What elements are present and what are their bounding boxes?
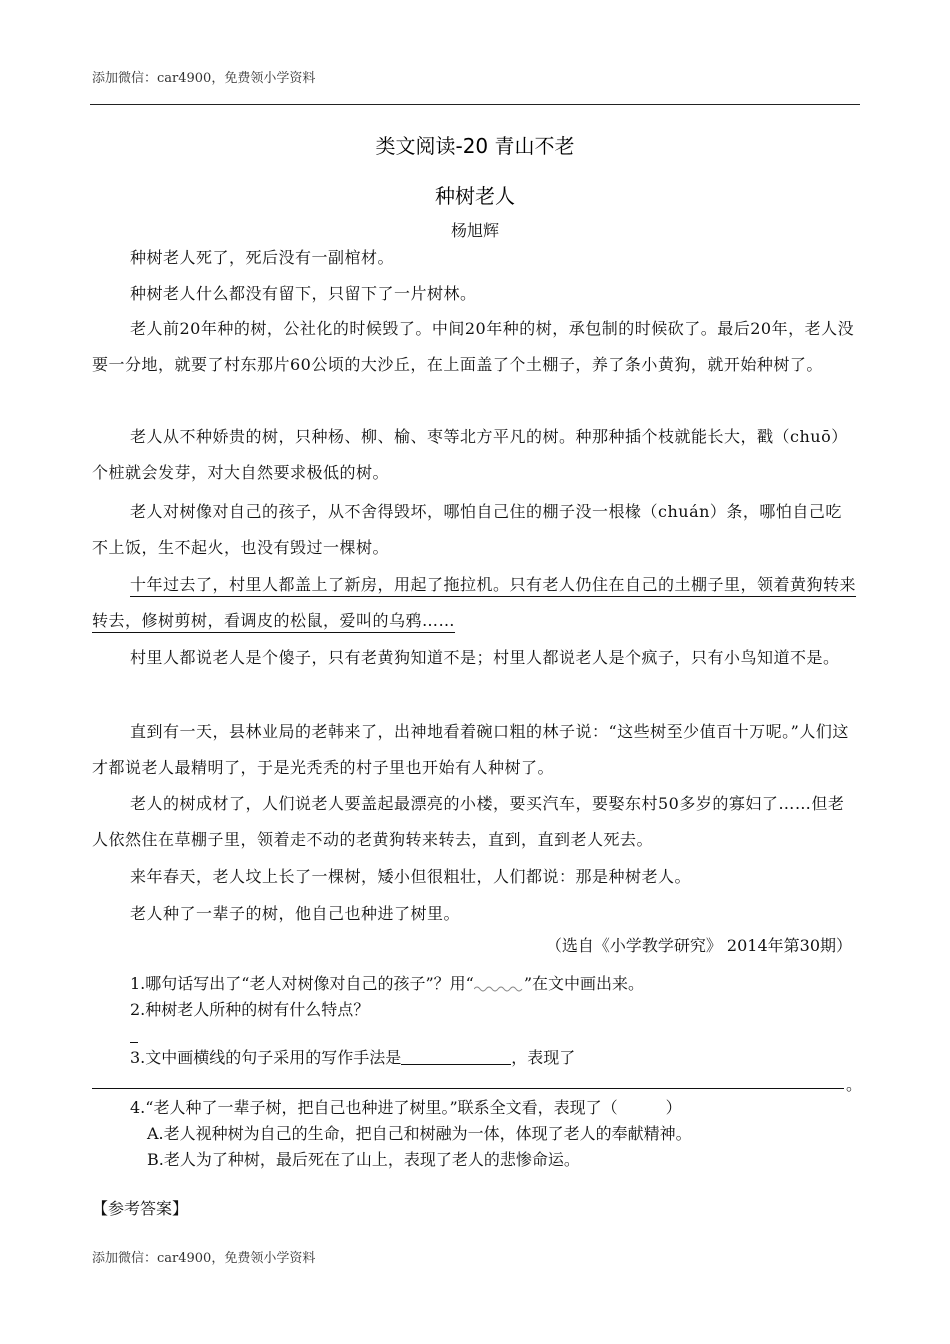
answer-heading: 【参考答案】 xyxy=(92,1199,189,1218)
paragraph-9: 老人的树成材了，人们说老人要盖起最漂亮的小楼，要买汽车，要娶东村50多岁的寡妇了……但老人依然住在草棚子里，领着走不动的老黄狗转来转去，直到，直到老人死去。 xyxy=(92,794,845,849)
question-1-text-end: ”在文中画出来。 xyxy=(523,974,644,993)
question-1-text: 1.哪句话写出了“老人对树像对自己的孩子”？用“ xyxy=(130,974,474,993)
paragraph-1: 种树老人死了，死后没有一副棺材。 xyxy=(130,248,395,267)
paragraph-5: 老人对树像对自己的孩子，从不舍得毁坏，哪怕自己住的棚子没一根椽（chuán）条，哪怕自己吃不上饭，生不起火，也没有毁过一棵树。 xyxy=(92,502,842,557)
answer-line-long[interactable] xyxy=(92,1088,844,1089)
underlined-sentence: 十年过去了，村里人都盖上了新房，用起了拖拉机。只有老人仍住在自己的土棚子里，领着黄狗转来转去，修树剪树，看调皮的松鼠，爱叫的乌鸦…… xyxy=(92,575,857,630)
answer-line-short[interactable] xyxy=(130,1042,138,1043)
paragraph-10: 来年春天，老人坟上长了一棵树，矮小但很粗壮，人们都说：那是种树老人。 xyxy=(130,867,692,886)
paragraph-3: 老人前20年种的树，公社化的时候毁了。中间20年种的树，承包制的时候砍了。最后20年，老人没要一分地，就要了村东那片60公顷的大沙丘，在上面盖了个土棚子，养了条小黄狗，就开始种树了。 xyxy=(92,319,855,374)
article-title: 种树老人 xyxy=(435,184,515,208)
paragraph-2: 种树老人什么都没有留下，只留下了一片树林。 xyxy=(130,284,477,303)
question-1 xyxy=(130,972,644,996)
paragraph-8: 直到有一天，县林业局的老韩来了，出神地看着碗口粗的林子说：“这些树至少值百十万呢。”人们这才都说老人最精明了，于是光秃秃的村子里也开始有人种树了。 xyxy=(92,722,849,777)
header-divider xyxy=(90,104,860,105)
question-2: 2.种树老人所种的树有什么特点？ xyxy=(130,1000,370,1019)
question-3 xyxy=(130,1046,575,1070)
paragraph-4: 老人从不种娇贵的树，只种杨、柳、榆、枣等北方平凡的树。种那种插个枝就能长大，戳（chuō）个桩就会发芽，对大自然要求极低的树。 xyxy=(92,427,848,482)
question-3-period: 。 xyxy=(846,1075,863,1094)
header-text: 添加微信：car4900，免费领小学资料 xyxy=(92,71,316,86)
section-title: 类文阅读-20 青山不老 xyxy=(375,134,575,158)
option-a[interactable]: A.老人视种树为自己的生命，把自己和树融为一体，体现了老人的奉献精神。 xyxy=(147,1124,692,1143)
paragraph-6-underlined xyxy=(92,567,858,639)
paragraph-7: 村里人都说老人是个傻子，只有老黄狗知道不是；村里人都说老人是个疯子，只有小鸟知道不是。 xyxy=(130,648,840,667)
question-3-text: 3.文中画横线的句子采用的写作手法是 xyxy=(130,1048,402,1067)
answer-blank[interactable] xyxy=(401,1046,511,1065)
article-author: 杨旭辉 xyxy=(450,221,499,240)
footer-text: 添加微信：car4900，免费领小学资料 xyxy=(92,1251,316,1266)
article-source: （选自《小学教学研究》 2014年第30期） xyxy=(545,936,852,955)
option-b[interactable]: B.老人为了种树，最后死在了山上，表现了老人的悲惨命运。 xyxy=(147,1150,580,1169)
wavy-underline-icon xyxy=(474,979,524,993)
paragraph-11: 老人种了一辈子的树，他自己也种进了树里。 xyxy=(130,904,461,923)
question-4: 4.“老人种了一辈子树，把自己也种进了树里。”联系全文看，表现了（ ） xyxy=(130,1098,682,1117)
question-3-text-end: ，表现了 xyxy=(511,1048,576,1067)
